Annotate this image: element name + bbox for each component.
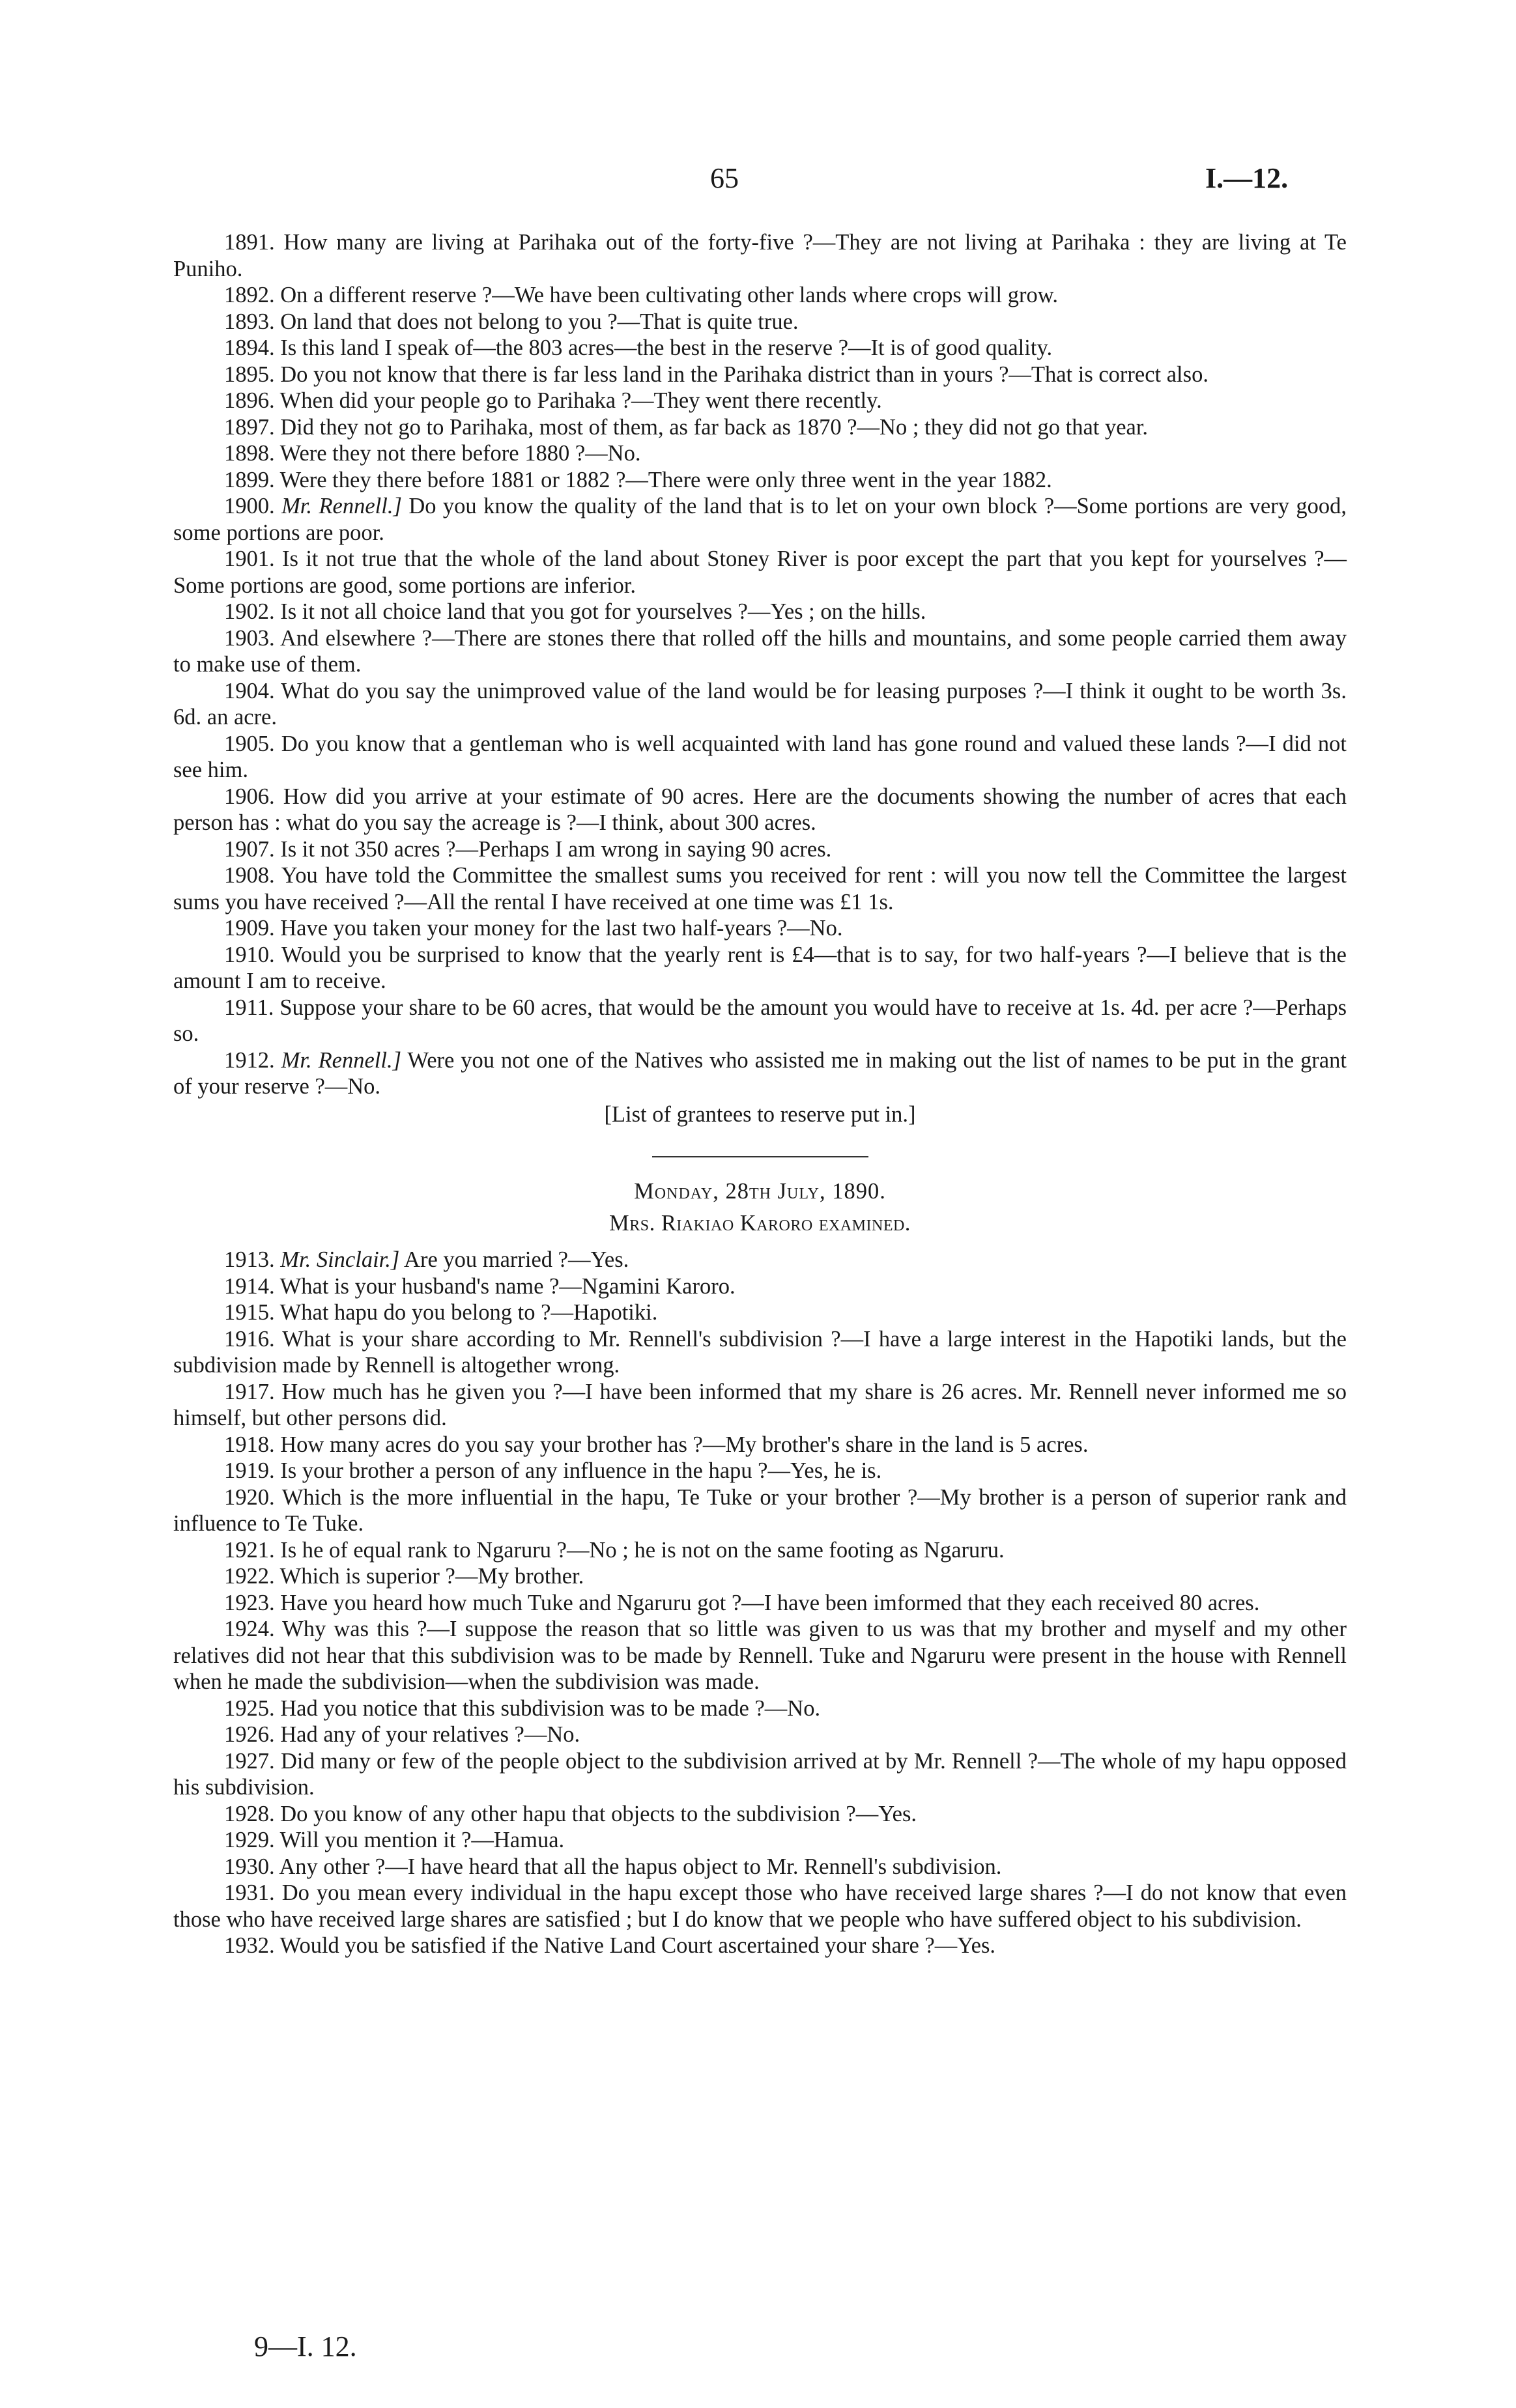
- grantees-note: [List of grantees to reserve put in.]: [604, 1101, 916, 1127]
- question-text: Is it not all choice land that you got for yourselves ?—Yes ; on the hills.: [280, 599, 926, 624]
- question-number: 1898.: [224, 441, 275, 466]
- question-text: Were they there before 1881 or 1882 ?—There were only three went in the year 1882.: [279, 467, 1052, 492]
- question-paragraph: [173, 1326, 1347, 1379]
- question-text: What is your share according to Mr. Rennell's subdivision ?—I have a large interest in the Hapotiki lands, but the subdivision made by Rennell is altogether wrong.: [173, 1326, 1347, 1378]
- question-paragraph: [173, 467, 1347, 494]
- question-number: 1915.: [224, 1300, 275, 1325]
- question-number: 1918.: [224, 1432, 275, 1457]
- question-text: On a different reserve ?—We have been cultivating other lands where crops will grow.: [280, 283, 1058, 307]
- question-number: 1929.: [224, 1828, 275, 1852]
- question-number: 1909.: [224, 916, 275, 941]
- question-number: 1921.: [224, 1537, 275, 1563]
- question-text: What do you say the unimproved value of the land would be for leasing purposes ?—I think it ought to be worth 3s. 6d. an acre.: [173, 678, 1347, 729]
- question-paragraph: [173, 784, 1347, 836]
- question-text: Suppose your share to be 60 acres, that would be the amount you would have to receive at 1s. 4d. per acre ?—Perhaps so.: [173, 995, 1347, 1046]
- question-paragraph: [173, 388, 1347, 414]
- question-paragraph: [173, 335, 1347, 361]
- question-number: 1900.: [224, 494, 275, 518]
- question-number: 1922.: [224, 1564, 275, 1589]
- question-text: When did your people go to Parihaka ?—They went there recently.: [279, 388, 882, 413]
- question-number: 1920.: [224, 1484, 275, 1510]
- question-number: 1919.: [224, 1458, 275, 1483]
- question-number: 1910.: [224, 942, 275, 967]
- question-paragraph: [173, 1590, 1347, 1617]
- question-paragraph: [173, 1801, 1347, 1828]
- speaker-label: Mr. Sinclair.]: [280, 1247, 400, 1272]
- question-text: How did you arrive at your estimate of 90 acres. Here are the documents showing the number of acres that each person has : what do you say the acreage is ?—I think, about 300 acres.: [173, 784, 1347, 835]
- question-paragraph: [173, 1047, 1347, 1100]
- speaker-label: Mr. Rennell.]: [281, 494, 402, 518]
- question-paragraph: [173, 1484, 1347, 1537]
- question-paragraph: [173, 1827, 1347, 1854]
- question-text: Did they not go to Parihaka, most of them, as far back as 1870 ?—No ; they did not go that year.: [280, 414, 1149, 440]
- question-text: Are you married ?—Yes.: [404, 1247, 629, 1272]
- question-paragraph: [173, 1880, 1347, 1933]
- question-paragraph: [173, 1379, 1347, 1432]
- question-paragraph: [173, 1721, 1347, 1748]
- question-text: Do you know that a gentleman who is well acquainted with land has gone round and valued these lands ?—I did not see him.: [173, 731, 1347, 782]
- question-paragraph: [173, 546, 1347, 599]
- session-date: [173, 1178, 1347, 1205]
- question-number: 1911.: [224, 995, 274, 1020]
- question-number: 1905.: [224, 731, 275, 756]
- question-text: What is your husband's name ?—Ngamini Karoro.: [279, 1273, 736, 1299]
- question-list-2: [173, 1247, 1347, 1959]
- question-text: Do you know the quality of the land that is to let on your own block ?—Some portions are very good, some portions are poor.: [173, 494, 1347, 545]
- question-number: 1914.: [224, 1273, 275, 1299]
- question-number: 1925.: [224, 1695, 275, 1721]
- question-number: 1897.: [224, 414, 275, 440]
- question-number: 1904.: [224, 678, 275, 703]
- question-paragraph: [173, 1695, 1347, 1722]
- question-number: 1917.: [224, 1379, 275, 1404]
- question-text: Which is superior ?—My brother.: [279, 1564, 584, 1589]
- question-paragraph: [173, 1432, 1347, 1458]
- question-text: Is this land I speak of—the 803 acres—the best in the reserve ?—It is of good quality.: [280, 335, 1053, 360]
- question-text: Is your brother a person of any influence in the hapu ?—Yes, he is.: [280, 1458, 882, 1483]
- question-paragraph: [173, 1273, 1347, 1300]
- question-paragraph: [173, 229, 1347, 282]
- page-number: 65: [710, 162, 739, 194]
- question-paragraph: [173, 440, 1347, 467]
- question-text: What hapu do you belong to ?—Hapotiki.: [279, 1300, 658, 1325]
- question-text: How much has he given you ?—I have been informed that my share is 26 acres. Mr. Rennell never informed me so himself, but other persons did.: [173, 1379, 1347, 1430]
- question-paragraph: [173, 1247, 1347, 1273]
- question-text: Is it not true that the whole of the land about Stoney River is poor except the part that you kept for yourselves ?—Some portions are good, some portions are inferior.: [173, 546, 1347, 598]
- question-text: How many acres do you say your brother has ?—My brother's share in the land is 5 acres.: [280, 1432, 1089, 1457]
- question-text: On land that does not belong to you ?—That is quite true.: [280, 309, 799, 334]
- question-text: Is he of equal rank to Ngaruru ?—No ; he is not on the same footing as Ngaruru.: [280, 1537, 1005, 1563]
- question-number: 1899.: [224, 467, 275, 492]
- question-number: 1930.: [224, 1854, 275, 1879]
- question-paragraph: [173, 282, 1347, 309]
- question-text: And elsewhere ?—There are stones there that rolled off the hills and mountains, and some people carried them away to make use of them.: [173, 625, 1347, 677]
- question-number: 1908.: [224, 863, 275, 888]
- question-paragraph: [173, 942, 1347, 995]
- question-paragraph: [173, 1563, 1347, 1590]
- question-paragraph: [173, 1854, 1347, 1880]
- question-paragraph: [173, 493, 1347, 546]
- question-number: 1895.: [224, 361, 275, 387]
- question-paragraph: [173, 414, 1347, 441]
- question-paragraph: [173, 1933, 1347, 1959]
- question-paragraph: [173, 836, 1347, 863]
- question-text: Do you know of any other hapu that objects to the subdivision ?—Yes.: [280, 1801, 917, 1826]
- evidence-block-1: [173, 229, 1347, 1959]
- question-number: 1913.: [224, 1247, 275, 1272]
- witness-line: [173, 1210, 1347, 1237]
- question-text: Any other ?—I have heard that all the hapus object to Mr. Rennell's subdivision.: [279, 1854, 1002, 1879]
- question-text: Had you notice that this subdivision was to be made ?—No.: [280, 1695, 821, 1721]
- document-code: I.—12.: [1205, 162, 1289, 194]
- question-paragraph: [173, 625, 1347, 678]
- speaker-label: Mr. Rennell.]: [281, 1047, 402, 1073]
- question-number: 1893.: [224, 309, 275, 334]
- footer-signature: 9—I. 12.: [254, 2330, 357, 2362]
- question-number: 1927.: [224, 1748, 275, 1774]
- question-paragraph: [173, 1299, 1347, 1326]
- question-number: 1902.: [224, 599, 275, 624]
- question-text: Have you heard how much Tuke and Ngaruru got ?—I have been imformed that they each received 80 acres.: [280, 1590, 1260, 1615]
- question-text: Do you not know that there is far less land in the Parihaka district than in yours ?—That is correct also.: [280, 361, 1209, 387]
- question-number: 1891.: [224, 230, 275, 255]
- question-number: 1912.: [224, 1047, 275, 1073]
- witness-text: Mrs. Riakiao Karoro examined.: [609, 1210, 911, 1236]
- question-text: Would you be surprised to know that the yearly rent is £4—that is to say, for two half-years ?—I believe that is the amount I am to receive.: [173, 942, 1347, 993]
- question-text: Were they not there before 1880 ?—No.: [279, 441, 641, 466]
- question-text: Did many or few of the people object to the subdivision arrived at by Mr. Rennell ?—The whole of my hapu opposed his subdivision.: [173, 1748, 1347, 1800]
- question-text: Have you taken your money for the last two half-years ?—No.: [280, 916, 843, 941]
- question-paragraph: [173, 1616, 1347, 1695]
- question-text: You have told the Committee the smallest sums you received for rent : will you now tell the Committee the largest sums you have received ?—All the rental I have received at one time was £1 1s.: [173, 863, 1347, 914]
- question-number: 1906.: [224, 784, 275, 809]
- question-text: How many are living at Parihaka out of the forty-five ?—They are not living at Parihaka : they are living at Te Puniho.: [173, 230, 1347, 281]
- question-text: Which is the more influential in the hapu, Te Tuke or your brother ?—My brother is a person of superior rank and influence to Te Tuke.: [173, 1484, 1347, 1536]
- question-paragraph: [173, 309, 1347, 335]
- question-number: 1892.: [224, 283, 275, 307]
- question-paragraph: [173, 915, 1347, 942]
- question-number: 1916.: [224, 1326, 275, 1352]
- question-paragraph: [173, 599, 1347, 625]
- question-paragraph: [173, 1537, 1347, 1564]
- question-text: Had any of your relatives ?—No.: [280, 1722, 580, 1747]
- question-number: 1928.: [224, 1801, 275, 1826]
- question-number: 1907.: [224, 836, 275, 862]
- question-number: 1923.: [224, 1590, 275, 1615]
- question-number: 1901.: [224, 546, 275, 571]
- question-text: Do you mean every individual in the hapu except those who have received large shares ?—I do not know that even those who have received large shares are satisfied ; but I do know that we people who have suffered object to his subdivision.: [173, 1880, 1347, 1932]
- question-number: 1931.: [224, 1880, 275, 1905]
- question-paragraph: [173, 731, 1347, 784]
- session-date-text: Monday, 28th July, 1890.: [634, 1179, 886, 1204]
- question-paragraph: [173, 995, 1347, 1047]
- question-number: 1932.: [224, 1933, 275, 1958]
- question-list-1: [173, 229, 1347, 1100]
- question-paragraph: [173, 1748, 1347, 1801]
- question-number: 1926.: [224, 1722, 275, 1747]
- question-text: Would you be satisfied if the Native Land Court ascertained your share ?—Yes.: [279, 1933, 996, 1958]
- question-paragraph: [173, 1458, 1347, 1484]
- question-paragraph: [173, 862, 1347, 915]
- question-number: 1903.: [224, 625, 275, 651]
- question-paragraph: [173, 678, 1347, 731]
- question-text: Why was this ?—I suppose the reason that so little was given to us was that my brother and myself and my other relatives did not hear that this subdivision was to be made by Rennell. Tuke and Ngaruru were present in the house with Rennell when he made the subdivision—when the subdivision was made.: [173, 1617, 1347, 1694]
- question-text: Were you not one of the Natives who assisted me in making out the list of names to be put in the grant of your reserve ?—No.: [173, 1047, 1347, 1099]
- question-paragraph: [173, 361, 1347, 388]
- question-number: 1896.: [224, 388, 275, 413]
- question-number: 1924.: [224, 1617, 275, 1641]
- question-text: Is it not 350 acres ?—Perhaps I am wrong in saying 90 acres.: [280, 836, 832, 862]
- question-number: 1894.: [224, 335, 275, 360]
- page-header: [0, 162, 1516, 207]
- question-text: Will you mention it ?—Hamua.: [279, 1828, 565, 1852]
- section-divider: [652, 1156, 868, 1157]
